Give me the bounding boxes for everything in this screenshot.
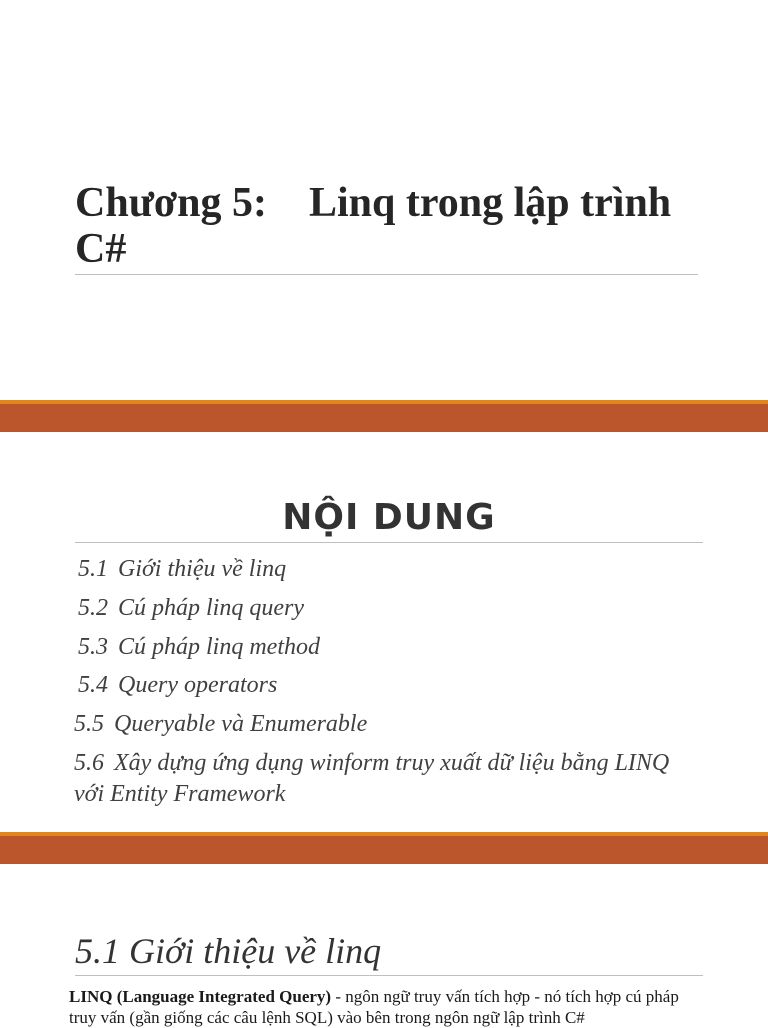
body-description: - ngôn ngữ truy vấn tích hợp - nó tích hợp cú pháp truy vấn (gần giống các câu lệnh SQL) vào bên trong ngôn ngữ lập trình C# [69, 987, 679, 1027]
slide-3-heading-divider [75, 975, 703, 976]
toc-item-label: Xây dựng ứng dụng winform truy xuất dữ liệu bằng LINQ với Entity Framework [74, 750, 670, 807]
slide-1-title-divider [75, 274, 698, 275]
slide-3-body-text [69, 986, 709, 1028]
toc-item-number: 5.1 [78, 556, 108, 582]
toc-item-label: Query operators [118, 672, 278, 698]
body-term: LINQ (Language Integrated Query) [69, 987, 332, 1006]
toc-item-label: Cú pháp linq method [118, 634, 320, 660]
slide-separator-band [0, 832, 768, 864]
toc-item-label: Giới thiệu về linq [118, 556, 287, 582]
table-of-contents [0, 432, 768, 832]
toc-item-number: 5.4 [78, 672, 108, 698]
slide-separator-band [0, 400, 768, 432]
toc-item-label: Queryable và Enumerable [114, 711, 368, 737]
toc-item [78, 554, 698, 585]
toc-item [78, 670, 698, 701]
toc-item-number: 5.5 [74, 711, 104, 737]
slide-2-heading-divider [75, 542, 703, 543]
toc-item-number: 5.2 [78, 595, 108, 621]
toc-item-number: 5.6 [74, 750, 104, 776]
toc-item [74, 709, 694, 740]
slide-1 [0, 0, 768, 400]
slide-2 [0, 432, 768, 832]
toc-item [74, 748, 674, 810]
slide-2-heading: NỘI DUNG [282, 497, 496, 538]
slide-3-heading: 5.1 Giới thiệu về linq [75, 931, 382, 971]
toc-item-number: 5.3 [78, 634, 108, 660]
toc-item [78, 593, 698, 624]
toc-item [78, 632, 698, 663]
toc-item-label: Cú pháp linq query [118, 595, 304, 621]
slide-1-title: Chương 5: Linq trong lập trình C# [75, 180, 682, 272]
